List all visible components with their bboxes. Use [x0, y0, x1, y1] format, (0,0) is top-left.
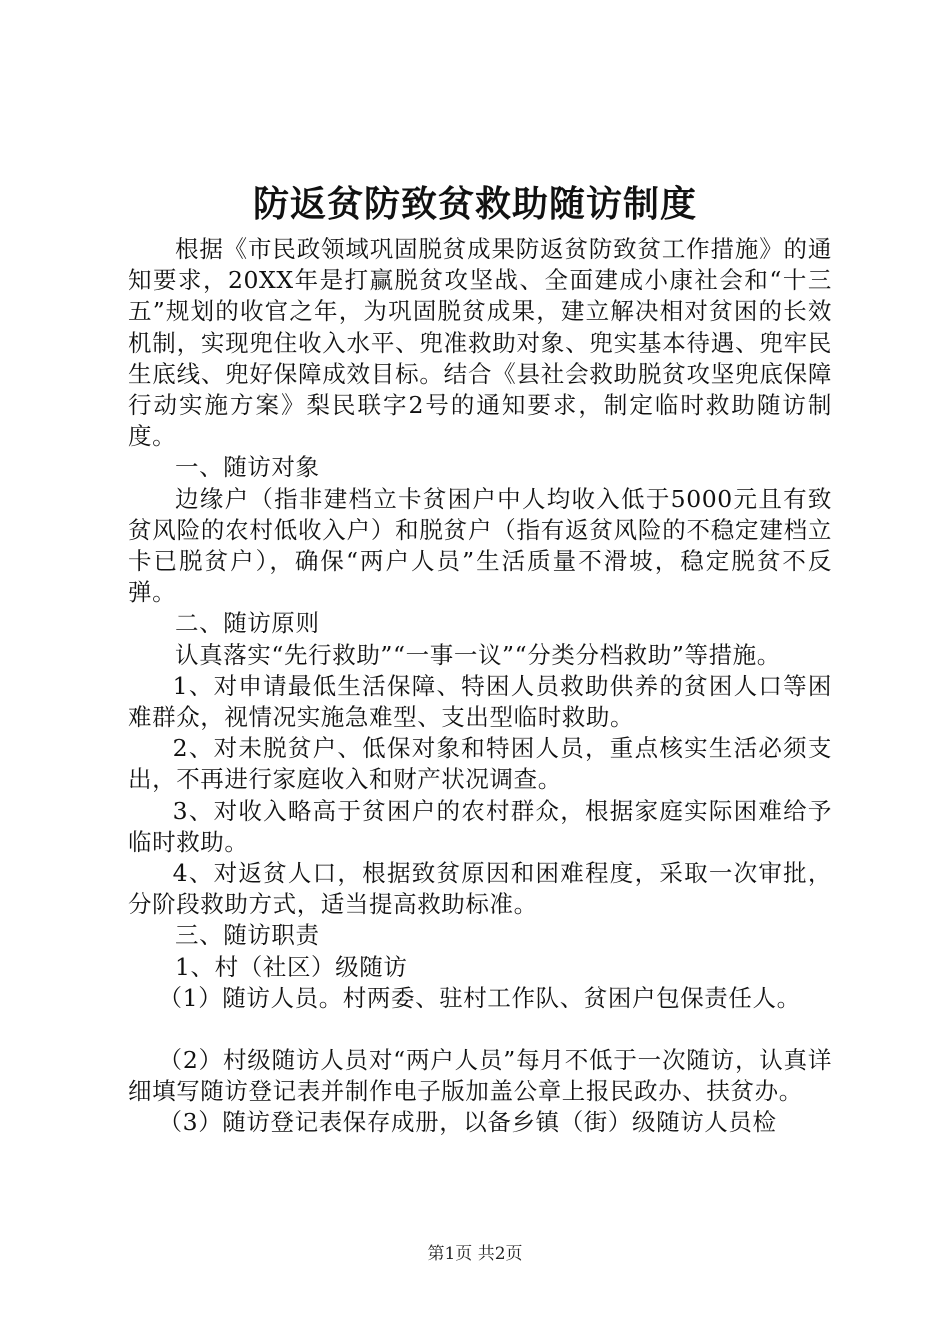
list-item-duty-3: （3）随访登记表保存成册，以备乡镇（街）级随访人员检 — [158, 1108, 777, 1137]
list-item-principle-1: 1、对申请最低生活保障、特困人员救助供养的贫困人口等困难群众，视情况实施急难型、支出型临时救助。 — [128, 671, 832, 732]
section-heading-1: 一、随访对象 — [175, 453, 320, 482]
paragraph-principles: 认真落实“先行救助”“一事一议”“分类分档救助”等措施。 — [175, 640, 781, 669]
list-item-principle-2: 2、对未脱贫户、低保对象和特困人员，重点核实生活必须支出，不再进行家庭收入和财产状况调查。 — [128, 734, 832, 794]
list-item-duty-1: （1）随访人员。村两委、驻村工作队、贫困户包保责任人。 — [158, 983, 801, 1012]
paragraph-targets: 边缘户（指非建档立卡贫困户中人均收入低于5000元且有致贫风险的农村低收入户）和脱贫户（指有返贫风险的不稳定建档立卡已脱贫户），确保“两户人员”生活质量不滑坡，稳定脱贫不反弹。 — [128, 484, 832, 607]
paragraph-intro: 根据《市民政领域巩固脱贫成果防返贫防致贫工作措施》的通知要求，20XX年是打赢脱贫攻坚战、全面建成小康社会和“十三五”规划的收官之年，为巩固脱贫成果，建立解决相对贫困的长效机制，实现兜住收入水平、兜准救助对象、兜实基本待遇、兜牢民生底线、兜好保障成效目标。结合《县社会救助脱贫攻坚兜底保障行动实施方案》梨民联字2号的通知要求，制定临时救助随访制度。 — [128, 235, 832, 451]
document-body — [128, 234, 832, 1139]
section-heading-3: 三、随访职责 — [175, 921, 320, 950]
list-item-duty-2: （2）村级随访人员对“两户人员”每月不低于一次随访，认真详细填写随访登记表并制作电子版加盖公章上报民政办、扶贫办。 — [128, 1046, 832, 1106]
document-title: 防返贫防致贫救助随访制度 — [252, 183, 697, 225]
list-item-principle-4: 4、对返贫人口，根据致贫原因和困难程度，采取一次审批，分阶段救助方式，适当提高救助标准。 — [128, 859, 832, 919]
section-heading-2: 二、随访原则 — [175, 609, 320, 638]
list-item-principle-3: 3、对收入略高于贫困户的农村群众，根据家庭实际困难给予临时救助。 — [128, 796, 832, 856]
page-number: 第1页 共2页 — [427, 1244, 523, 1264]
subsection-heading-village: 1、村（社区）级随访 — [175, 952, 408, 981]
